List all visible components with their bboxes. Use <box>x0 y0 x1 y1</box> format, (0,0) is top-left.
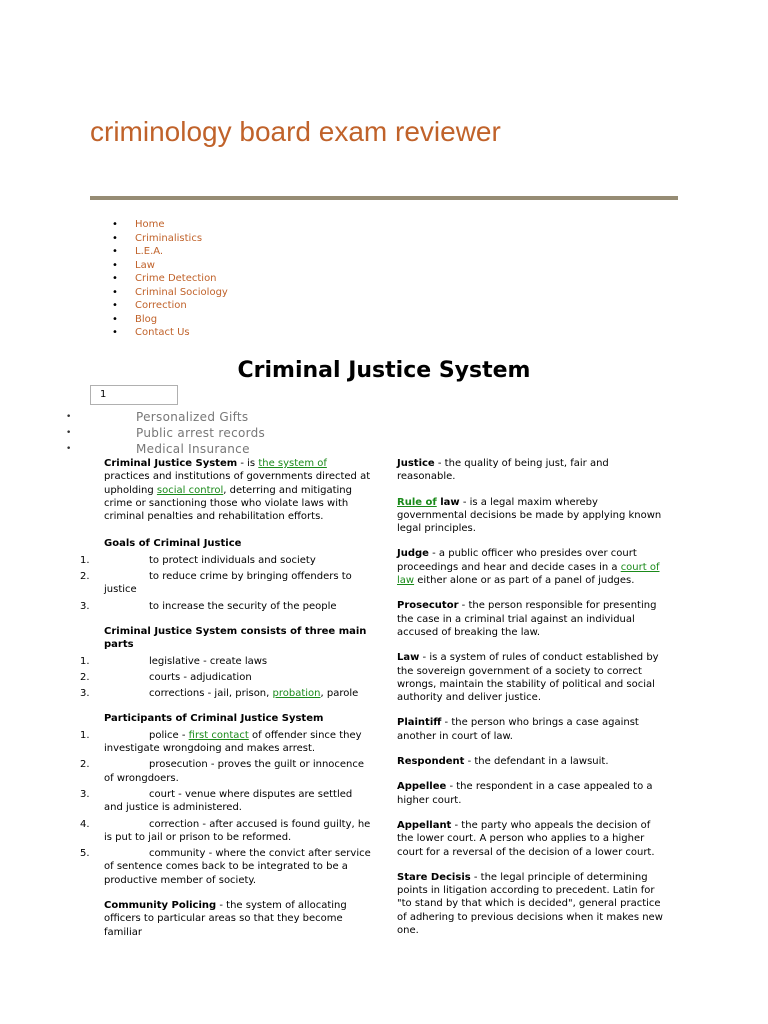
list-number: 1. <box>80 554 90 566</box>
right-column <box>397 457 665 937</box>
list-text: legislative - create laws <box>149 655 268 667</box>
text: - the legal principle of determining points in litigation according to precedent. Latin for "to stand by that which is decided", general practice of adhering to previous decisions when it makes new one. <box>397 871 663 937</box>
term: Prosecutor <box>397 600 459 612</box>
nav-item-criminalistics[interactable] <box>112 232 228 246</box>
nav-link-lea[interactable]: L.E.A. <box>135 246 164 257</box>
text: - the quality of being just, fair and reasonable. <box>397 458 609 483</box>
link-probation[interactable]: probation <box>272 688 321 700</box>
term: Law <box>397 652 420 664</box>
respondent-definition <box>397 755 665 768</box>
nav-link-crime-detection[interactable]: Crime Detection <box>135 273 217 284</box>
left-column <box>80 457 372 939</box>
text: - the system of allocating officers to particular areas so that they become familiar <box>104 900 347 938</box>
nav-link-criminal-sociology[interactable]: Criminal Sociology <box>135 286 228 298</box>
post-title: Criminal Justice System <box>237 358 531 383</box>
justice-definition <box>397 457 665 484</box>
text: - the respondent in a case appealed to a higher court. <box>397 781 653 806</box>
title-divider <box>90 196 678 200</box>
list-number: 3. <box>80 688 90 700</box>
appellee-definition <box>397 780 665 807</box>
term: Judge <box>397 548 429 560</box>
list-text: of offender since they investigate wrongdoing and makes arrest. <box>104 729 362 755</box>
nav-item-criminal-sociology[interactable] <box>112 286 228 300</box>
list-item <box>80 554 372 567</box>
nav-item-law[interactable] <box>112 259 228 273</box>
text: - the person responsible for presenting the case in a criminal trial against an individual accused of breaking the law. <box>397 600 657 638</box>
nav-item-contact-us[interactable] <box>112 326 228 340</box>
list-text: prosecution - proves the guilt or innocence of wrongdoers. <box>104 759 365 784</box>
parts-list <box>80 655 372 701</box>
goals-list <box>80 554 372 613</box>
nav-item-blog[interactable] <box>112 313 228 327</box>
term: law <box>436 496 460 508</box>
link-rule-of[interactable]: Rule of <box>397 496 437 508</box>
cjs-definition <box>104 457 372 523</box>
participants-heading: Participants of Criminal Justice System <box>104 713 324 725</box>
list-text: community - where the convict after service of sentence comes back to be integrated to be a productive member of society. <box>104 848 371 886</box>
text: - is a legal maxim whereby governmental decisions be made by applying known legal principles. <box>397 496 662 535</box>
judge-definition <box>397 547 665 587</box>
list-item <box>80 687 372 700</box>
nav-item-home[interactable] <box>112 218 228 232</box>
list-item <box>80 818 372 845</box>
list-number: 4. <box>80 818 90 830</box>
ad-links <box>66 409 265 457</box>
text: - is a system of rules of conduct established by the sovereign government of a society to correct wrongs, maintain the stability of political and social authority and deliver justice. <box>397 652 659 704</box>
list-item <box>80 671 372 684</box>
prosecutor-definition <box>397 599 665 639</box>
participants-list <box>80 729 372 887</box>
list-number: 1. <box>80 729 90 741</box>
nav-link-correction[interactable]: Correction <box>135 300 187 311</box>
list-number: 2. <box>80 671 90 683</box>
term: Justice <box>397 458 435 469</box>
list-item <box>80 758 372 785</box>
term: Plaintiff <box>397 717 442 729</box>
text: - the party who appeals the decision of the lower court. A person who applies to a higher court for a reversal of the decision of a lower court. <box>397 819 655 858</box>
stare-decisis-definition <box>397 871 665 937</box>
term: Criminal Justice System <box>104 458 238 469</box>
ad-link[interactable]: • Public arrest records <box>66 425 265 441</box>
plaintiff-definition <box>397 716 665 743</box>
nav-item-crime-detection[interactable] <box>112 272 228 286</box>
term: Stare Decisis <box>397 871 471 883</box>
main-nav <box>112 218 228 340</box>
list-item <box>80 570 372 597</box>
list-text: police - <box>149 729 189 741</box>
site-title[interactable]: criminology board exam reviewer <box>90 116 501 147</box>
link-social-control[interactable]: social control <box>156 484 224 496</box>
term: Appellee <box>397 781 447 793</box>
term: Community Policing <box>104 900 217 912</box>
list-item <box>80 655 372 668</box>
list-item <box>80 729 372 756</box>
link-the-system-of[interactable]: the system of <box>258 458 327 469</box>
text: - is <box>237 458 259 469</box>
list-text: , parole <box>320 688 359 700</box>
list-text: to reduce crime by bringing offenders to justice <box>104 571 352 596</box>
link-first-contact[interactable]: first contact <box>188 729 249 741</box>
list-number: 5. <box>80 848 90 860</box>
list-text: correction - after accused is found guilty, he is put to jail or prison to be reformed. <box>104 818 371 843</box>
link-court-of-law[interactable]: court of law <box>397 561 660 587</box>
list-text: corrections - jail, prison, <box>149 688 273 700</box>
term: Appellant <box>397 819 452 831</box>
ad-link[interactable]: • Personalized Gifts <box>66 409 265 425</box>
goals-heading: Goals of Criminal Justice <box>104 538 242 550</box>
nav-item-correction[interactable] <box>112 299 228 313</box>
list-text: courts - adjudication <box>149 671 252 683</box>
nav-link-law[interactable]: Law <box>135 259 155 271</box>
list-number: 2. <box>80 759 90 771</box>
nav-link-blog[interactable]: Blog <box>135 313 158 325</box>
parts-heading: Criminal Justice System consists of three main parts <box>104 625 367 651</box>
community-policing-definition <box>104 899 372 939</box>
list-item <box>80 600 372 613</box>
page-number-input[interactable]: 1 <box>90 385 178 405</box>
term: Respondent <box>397 756 465 768</box>
nav-link-home[interactable]: Home <box>135 219 165 230</box>
nav-link-criminalistics[interactable]: Criminalistics <box>135 232 203 244</box>
law-definition <box>397 651 665 704</box>
text: - the defendant in a lawsuit. <box>464 756 609 768</box>
list-text: court - venue where disputes are settled and justice is administered. <box>104 788 353 814</box>
list-number: 1. <box>80 655 90 667</box>
ad-link[interactable]: • Medical Insurance <box>66 441 265 457</box>
appellant-definition <box>397 819 665 859</box>
list-number: 3. <box>80 600 90 612</box>
list-text: to increase the security of the people <box>149 600 337 612</box>
text: practices and institutions of governments directed at upholding <box>104 471 371 496</box>
list-item <box>80 788 372 815</box>
nav-item-lea[interactable] <box>112 245 228 259</box>
nav-link-contact-us[interactable]: Contact Us <box>135 327 190 338</box>
text: , deterring and mitigating crime or sanctioning those who violate laws with criminal penalties and rehabilitation efforts. <box>104 484 352 523</box>
text: either alone or as part of a panel of judges. <box>414 575 635 587</box>
list-text: to protect individuals and society <box>149 554 316 566</box>
text: - a public officer who presides over court proceedings and hear and decide cases in a <box>397 548 637 573</box>
text: - the person who brings a case against another in court of law. <box>397 717 639 742</box>
rule-of-law-definition <box>397 496 665 536</box>
list-number: 2. <box>80 571 90 583</box>
list-number: 3. <box>80 788 90 800</box>
list-item <box>80 847 372 887</box>
